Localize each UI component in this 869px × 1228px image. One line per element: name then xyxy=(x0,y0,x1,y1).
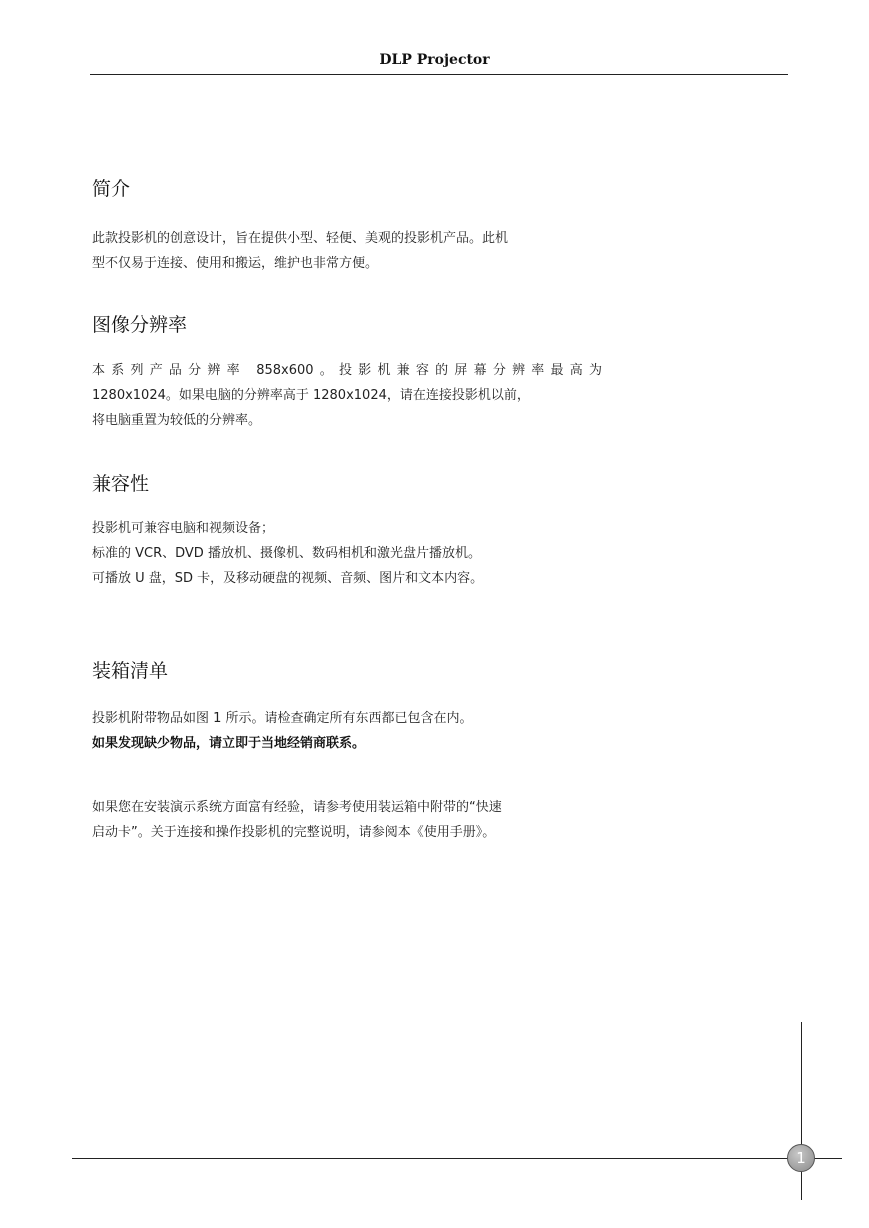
section-heading-intro: 简介 xyxy=(92,178,131,200)
paragraph-line: 此款投影机的创意设计，旨在提供小型、轻便、美观的投影机产品。此机 xyxy=(92,231,509,246)
footer-divider xyxy=(72,1158,842,1159)
paragraph-line: 1280x1024。如果电脑的分辨率高于 1280x1024，请在连接投影机以前， xyxy=(92,388,530,403)
page-number-badge: 1 xyxy=(787,1144,815,1172)
missing-items-warning: 如果发现缺少物品，请立即于当地经销商联系。 xyxy=(92,736,366,751)
paragraph-line: 将电脑重置为较低的分辨率。 xyxy=(92,413,262,428)
paragraph-line: 如果您在安装演示系统方面富有经验，请参考使用装运箱中附带的“快速 xyxy=(92,800,502,815)
header-divider xyxy=(90,74,788,75)
paragraph-line: 启动卡”。关于连接和操作投影机的完整说明，请参阅本《使用手册》。 xyxy=(92,825,496,840)
paragraph-line: 投影机附带物品如图 1 所示。请检查确定所有东西都已包含在内。 xyxy=(92,711,473,726)
paragraph-line: 标准的 VCR、DVD 播放机、摄像机、数码相机和激光盘片播放机。 xyxy=(92,546,481,561)
resolution-paragraph xyxy=(92,358,602,433)
compatibility-paragraph xyxy=(92,516,602,591)
paragraph-line: 投影机可兼容电脑和视频设备； xyxy=(92,521,275,536)
section-heading-resolution: 图像分辨率 xyxy=(92,314,188,336)
paragraph-line: 本系列产品分辨率 858x600。投影机兼容的屏幕分辨率最高为 xyxy=(92,363,602,378)
section-heading-packing: 装箱清单 xyxy=(92,660,169,682)
footer-vertical-rule xyxy=(801,1022,802,1200)
intro-paragraph xyxy=(92,226,602,276)
paragraph-line: 型不仅易于连接、使用和搬运，维护也非常方便。 xyxy=(92,256,379,271)
paragraph-line: 可播放 U 盘，SD 卡，及移动硬盘的视频、音频、图片和文本内容。 xyxy=(92,571,484,586)
section-heading-compatibility: 兼容性 xyxy=(92,473,150,495)
packing-paragraph xyxy=(92,706,602,756)
header-title: DLP Projector xyxy=(379,52,490,68)
quick-start-note xyxy=(92,795,602,845)
